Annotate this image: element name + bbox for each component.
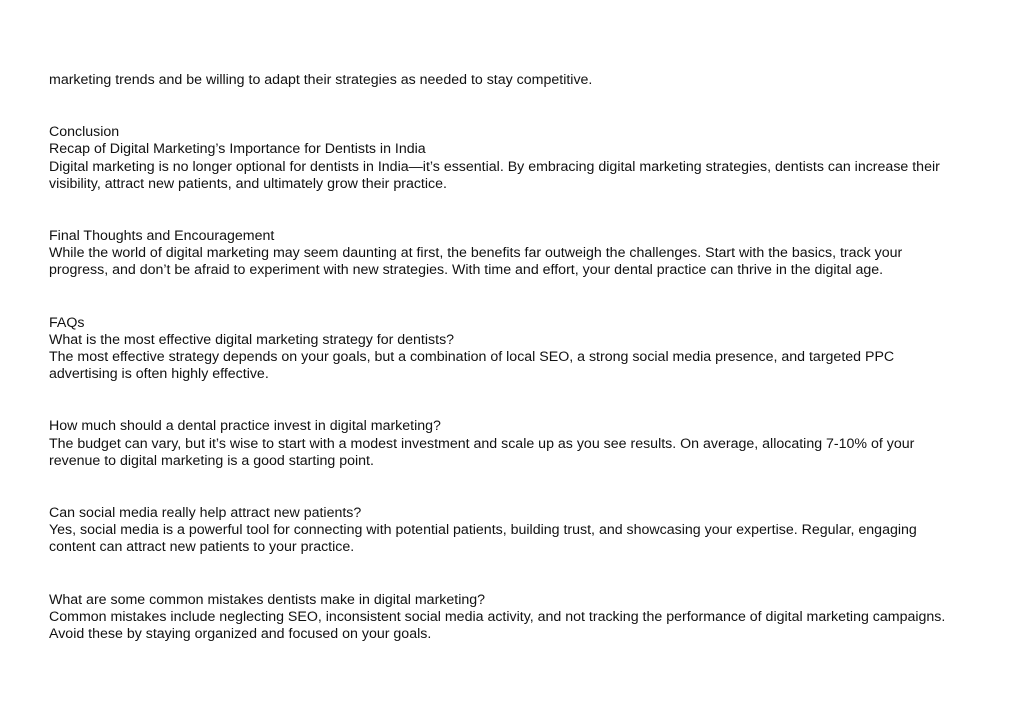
faq-item-4 (49, 592, 989, 644)
recap-body-line-2: visibility, attract new patients, and ultimately grow their practice. (49, 175, 447, 192)
faq-question: What are some common mistakes dentists make in digital marketing? (49, 591, 486, 608)
final-thoughts-body-line-2: progress, and don’t be afraid to experiment with new strategies. With time and effort, your dental practice can thrive in the digital age. (49, 262, 884, 279)
section-gap (49, 470, 989, 505)
recap-body-line-1: Digital marketing is no longer optional for dentists in India—it’s essential. By embracing digital marketing strategies, dentists can increase their (49, 158, 940, 175)
conclusion-heading: Conclusion (49, 124, 120, 141)
faq-question: How much should a dental practice invest in digital marketing? (49, 418, 441, 435)
faq-answer-line-1: The budget can vary, but it’s wise to start with a modest investment and scale up as you see results. On average, allocating 7-10% of your (49, 435, 915, 452)
faq-answer-line-1: Yes, social media is a powerful tool for connecting with potential patients, building trust, and showcasing your expertise. Regular, engaging (49, 522, 917, 539)
faq-item-2 (49, 418, 989, 470)
section-gap (49, 89, 989, 124)
faq-answer-line-2: advertising is often highly effective. (49, 366, 269, 383)
final-thoughts-title: Final Thoughts and Encouragement (49, 228, 275, 245)
intro-tail-paragraph (49, 72, 989, 89)
section-gap (49, 193, 989, 228)
conclusion-section (49, 124, 989, 193)
faqs-heading: FAQs (49, 314, 85, 331)
document-page (49, 72, 989, 643)
faq-item-1 (49, 315, 989, 384)
final-thoughts-body-line-1: While the world of digital marketing may seem daunting at first, the benefits far outweigh the challenges. Start with the basics, track your (49, 245, 903, 262)
section-gap (49, 383, 989, 418)
faq-answer-line-1: The most effective strategy depends on your goals, but a combination of local SEO, a strong social media presence, and targeted PPC (49, 349, 895, 366)
section-gap (49, 280, 989, 315)
recap-title: Recap of Digital Marketing’s Importance for Dentists in India (49, 141, 426, 158)
faq-question: Can social media really help attract new patients? (49, 505, 362, 522)
section-gap (49, 557, 989, 592)
faq-item-3 (49, 505, 989, 557)
faq-answer-line-2: revenue to digital marketing is a good starting point. (49, 452, 374, 469)
intro-tail-line: marketing trends and be willing to adapt their strategies as needed to stay competitive. (49, 72, 593, 88)
final-thoughts-section (49, 228, 989, 280)
faq-question: What is the most effective digital marketing strategy for dentists? (49, 331, 455, 348)
faq-answer-line-1: Common mistakes include neglecting SEO, inconsistent social media activity, and not tracking the performance of digital marketing campaigns. (49, 608, 946, 625)
faq-answer-line-2: Avoid these by staying organized and focused on your goals. (49, 626, 432, 643)
faq-answer-line-2: content can attract new patients to your practice. (49, 539, 355, 556)
